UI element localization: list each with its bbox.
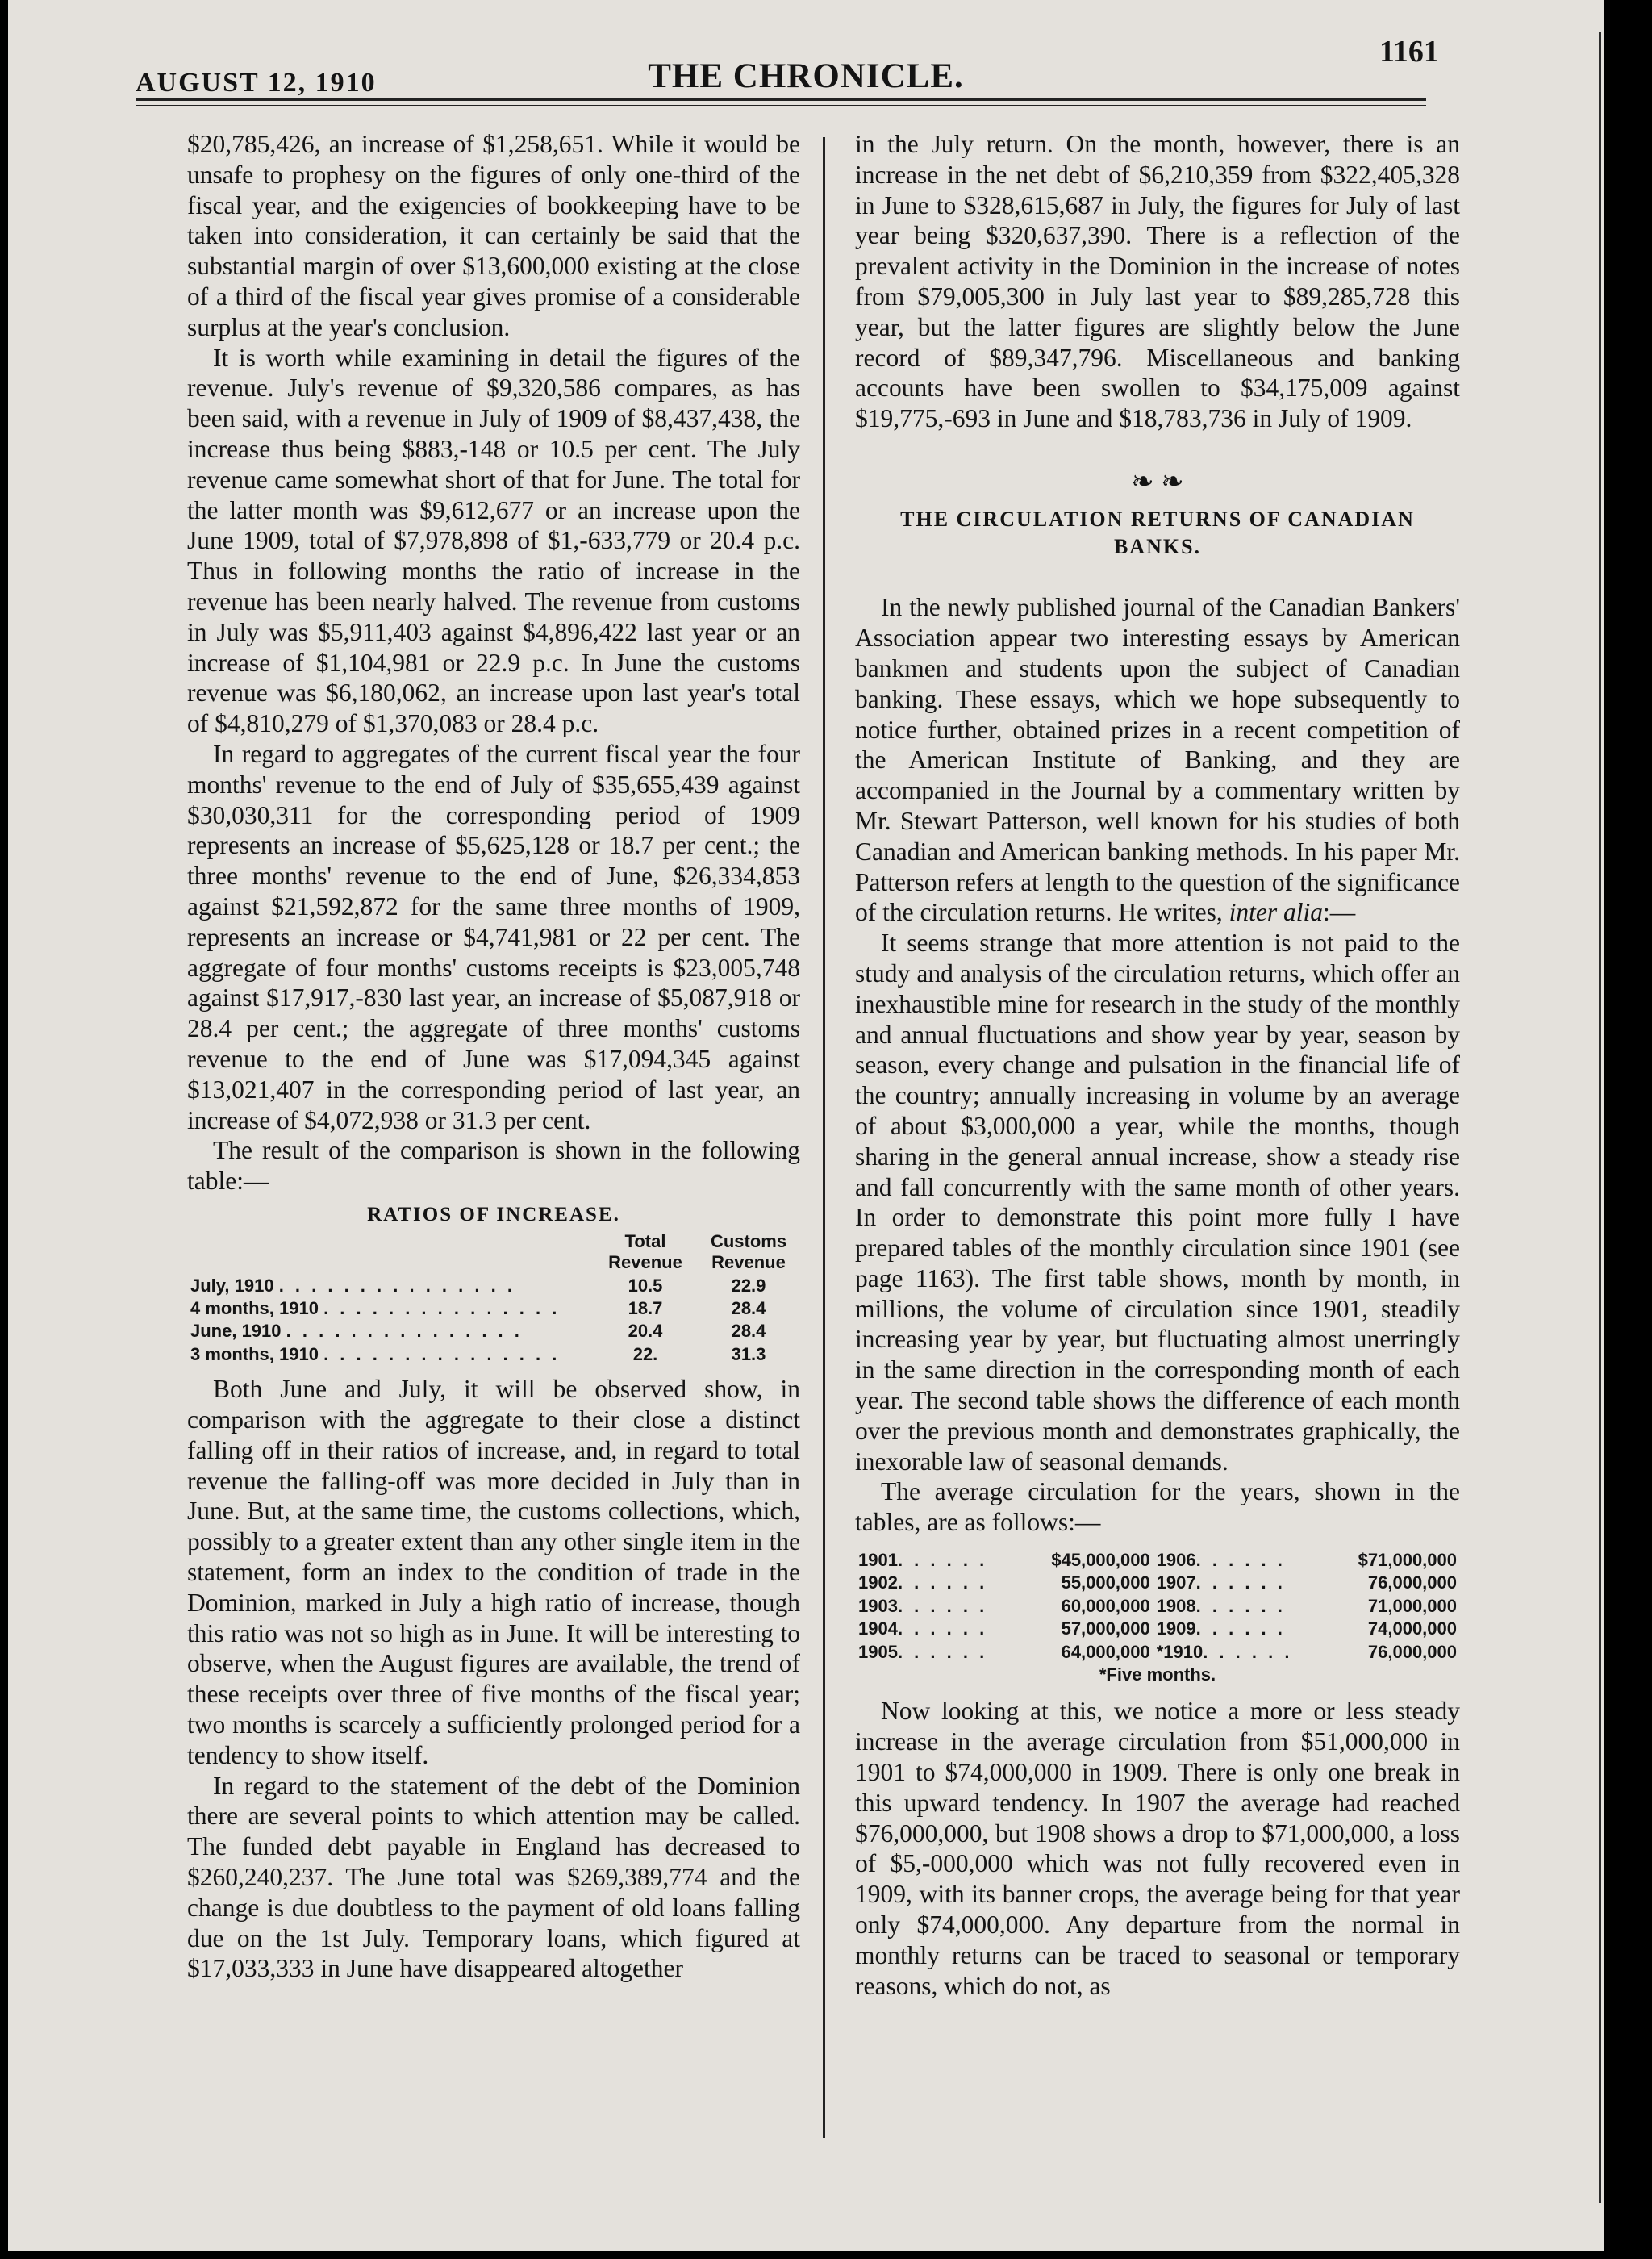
paragraph: The result of the comparison is shown in the following table:— (187, 1136, 800, 1196)
page-header (8, 34, 1604, 98)
table-footnote: *Five months. (1099, 1664, 1216, 1685)
paragraph: Now looking at this, we notice a more or less steady increase in the average circulation from $51,000,000 in 1901 to $74,000,000 in 1909. There is only one break in this upward tendency. In 1907 the average had reached $76,000,000, but 1908 shows a drop to $71,000,000, a loss of $5,-000,000 which was not fully recovered even in 1909, with its banner crops, the average being for that year only $74,000,000. Any departure from the normal in monthly returns can be traced to seasonal or temporary reasons, which do not, as (855, 1697, 1460, 2000)
header-rule (136, 105, 1426, 106)
column-header: Total Revenue (608, 1230, 682, 1273)
left-column (187, 129, 800, 1984)
quoted-paragraph: It seems strange that more attention is not paid to the study and analysis of the circulation returns, which offer an inexhaustible mine for research in the study of the monthly and annual fluctuations and show year by year, season by season, every change and pulsation in the financial life of the country; annually increasing in volume by an average of about $3,000,000 a year, while the months, though sharing in the general annual increase, show a steady rise and fall concurrently with the same month of other years. In order to demonstrate this point more fully I have prepared tables of the monthly circulation since 1901 (see page 1163). The first table shows, month by month, in millions, the volume of circulation since 1901, steadily increasing year by year, but fluctuating almost unerringly in the same direction in the corresponding month of each year. The second table shows the difference of each month over the previous month and demonstrates graphically, the inexorable law of seasonal demands. (855, 929, 1460, 1476)
paragraph: In regard to aggregates of the current fiscal year the four months' revenue to the end of July of $35,655,439 against $30,030,311 for the corresponding period of 1909 represents an increase of $5,625,128 or 18.7 per cent.; the three months' revenue to the end of June, $26,334,853 against $21,592,872 for the same three months of 1909, represents an increase or $4,741,981 or 22 per cent. The aggregate of four months' customs receipts is $23,005,748 against $17,917,-830 last year, an increase of $5,087,918 or 28.4 per cent.; the aggregate of three months' customs revenue to the end of June was $17,094,345 against $13,021,407 in the corresponding period of last year, an increase of $4,072,938 or 31.3 per cent. (187, 739, 800, 1134)
ratios-table (187, 1230, 800, 1366)
average-circulation-table (855, 1549, 1460, 1686)
paragraph: Both June and July, it will be observed show, in comparison with the aggregate to their close a distinct falling off in their ratios of increase, and, in regard to total revenue the falling-off was more decided in July than in June. But, at the same time, the customs collections, which, possibly to a greater extent than any other single item in the statement, form an index to the condition of trade in the Dominion, marked in July a high ratio of increase, though this ratio was not so high as in June. It will be interesting to observe, when the August figures are available, the trend of these receipts over three of five months of the fiscal year; two months is scarcely a sufficiently prolonged period for a tendency to show itself. (187, 1375, 800, 1769)
page-number: 1161 (1379, 35, 1439, 69)
column-divider (823, 137, 825, 2138)
page-edge-line (1599, 32, 1601, 2203)
paragraph: In the newly published journal of the Canadian Bankers' Association appear two interesting essays by American bankmen and students upon the subject of Canadian banking. These essays, which we hope subsequently to notice further, obtained prizes in a recent competition of the American Institute of Banking, and they are accompanied in the Journal by a commentary written by Mr. Stewart Patterson, well known for his studies of both Canadian and American banking methods. In his paper Mr. Patterson refers at length to the question of the significance of the circulation returns. He writes, inter alia:— (855, 593, 1460, 927)
paragraph: In regard to the statement of the debt of the Dominion there are several points to which attention may be called. The funded debt payable in England has decreased to $260,240,237. The June total was $269,389,774 and the change is due doubtless to the payment of old loans falling due on the 1st July. Temporary loans, which figured at $17,033,333 in June have disappeared altogether (187, 1771, 800, 1983)
paragraph: It is worth while examining in detail the figures of the revenue. July's revenue of $9,320,586 compares, as has been said, with a revenue in July of 1909 of $8,437,438, the increase thus being $883,-148 or 10.5 per cent. The July revenue came somewhat short of that for June. The total for the latter month was $9,612,677 or an increase upon the June 1909, total of $7,978,898 of $1,-633,779 or 20.4 p.c. Thus in following months the ratio of increase in the revenue has been nearly halved. The revenue from customs in July was $5,911,403 against $4,896,422 last year or an increase of $1,104,981 or 22.9 p.c. In June the customs revenue was $6,180,062, an increase upon last year's total of $4,810,279 of $1,370,083 or 28.4 p.c. (187, 343, 800, 738)
paragraph: $20,785,426, an increase of $1,258,651. While it would be unsafe to prophesy on the figures of only one-third of the fiscal year, and the exigencies of bookkeeping have to be taken into consideration, it can certainly be said that the substantial margin of over $13,600,000 existing at the close of a third of the fiscal year gives promise of a considerable surplus at the year's conclusion. (187, 130, 800, 341)
ratios-table-title: RATIOS OF INCREASE. (367, 1203, 620, 1226)
paragraph: in the July return. On the month, however, there is an increase in the net debt of $6,210,359 from $322,405,328 in June to $328,615,687 in July, the figures for July of last year being $320,637,390. There is a reflection of the prevalent activity in the Dominion in the increase of notes from $79,005,300 in July last year to $89,285,728 this year, but the latter figures are slightly below the June record of $89,347,796. Miscellaneous and banking accounts have been swollen to $34,175,009 against $19,775,-693 in June and $18,783,736 in July of 1909. (855, 130, 1460, 433)
publication-title: THE CHRONICLE. (648, 57, 964, 95)
table-row: June, 1910 . . . . . . . . . . . . . . . 20.4 28.4 (190, 1321, 766, 1342)
table-header-row (187, 1230, 800, 1275)
paragraph: The average circulation for the years, shown in the tables, are as follows:— (855, 1477, 1460, 1537)
issue-date: AUGUST 12, 1910 (136, 68, 377, 98)
column-header: Customs Revenue (710, 1230, 787, 1273)
section-title: THE CIRCULATION RETURNS OF CANADIAN BANKS. (900, 507, 1415, 558)
table-row: 1904. . . . . . 57,000,000 1909. . . . . . 74,000,000 (858, 1618, 1457, 1639)
table-row: 1903. . . . . . 60,000,000 1908. . . . . . 71,000,000 (858, 1595, 1457, 1616)
table-row: 1901. . . . . . $45,000,000 1906. . . . . . $71,000,000 (858, 1550, 1457, 1571)
table-row: July, 1910 . . . . . . . . . . . . . . . 10.5 22.9 (190, 1275, 766, 1296)
table-row: 1905. . . . . . 64,000,000 *1910. . . . . . 76,000,000 (858, 1641, 1457, 1662)
ornament-fleurons: ❧ ❧ (1131, 466, 1184, 497)
table-row: 1902. . . . . . 55,000,000 1907. . . . . . 76,000,000 (858, 1572, 1457, 1593)
table-row: 3 months, 1910 . . . . . . . . . . . . . . . 22. 31.3 (190, 1343, 766, 1364)
newspaper-page (8, 0, 1604, 2251)
right-column (855, 129, 1460, 2001)
table-row: 4 months, 1910 . . . . . . . . . . . . . . . 18.7 28.4 (190, 1298, 766, 1319)
header-rule (136, 98, 1426, 101)
table-note-row (855, 1664, 1460, 1686)
